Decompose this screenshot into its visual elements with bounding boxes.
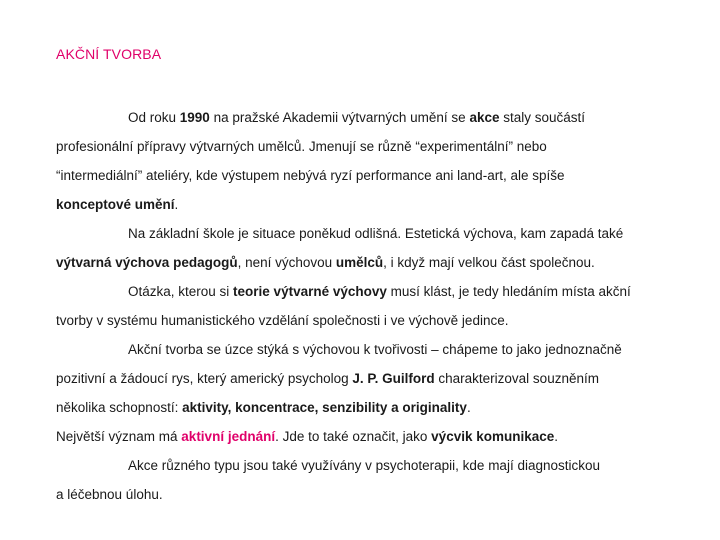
paragraph-line: tvorby v systému humanistického vzdělání společnosti i ve výchově jedince. — [56, 313, 509, 328]
paragraph-line: Akce různého typu jsou také využívány v psychoterapii, kde mají diagnostickou — [128, 458, 600, 473]
paragraph-line: Největší význam má aktivní jednání. Jde to také označit, jako výcvik komunikace. — [56, 429, 559, 444]
paragraph-line: výtvarná výchova pedagogů, není výchovou umělců, i když mají velkou část společnou. — [56, 255, 595, 270]
paragraph-line: pozitivní a žádoucí rys, který americký psycholog J. P. Guilford charakterizoval souzněním — [56, 371, 599, 386]
paragraph-line: Akční tvorba se úzce stýká s výchovou k tvořivosti – chápeme to jako jednoznačně — [128, 342, 622, 357]
page-title: AKČNÍ TVORBA — [56, 46, 162, 62]
paragraph-line: Otázka, kterou si teorie výtvarné výchovy musí klást, je tedy hledáním místa akční — [128, 284, 631, 299]
body-text — [56, 103, 676, 509]
paragraph-line: Na základní škole je situace poněkud odlišná. Estetická výchova, kam zapadá také — [128, 226, 624, 241]
paragraph-line: “intermediální” ateliéry, kde výstupem nebývá ryzí performance ani land-art, ale spíše — [56, 168, 565, 183]
paragraph-line: Od roku 1990 na pražské Akademii výtvarných umění se akce staly součástí — [128, 110, 586, 125]
paragraph-line: a léčebnou úlohu. — [56, 487, 163, 502]
paragraph-line: profesionální přípravy výtvarných umělců. Jmenují se různě “experimentální” nebo — [56, 139, 547, 154]
paragraph-line: několika schopností: aktivity, koncentrace, senzibility a originality. — [56, 400, 471, 415]
paragraph-line: konceptové umění. — [56, 197, 179, 212]
